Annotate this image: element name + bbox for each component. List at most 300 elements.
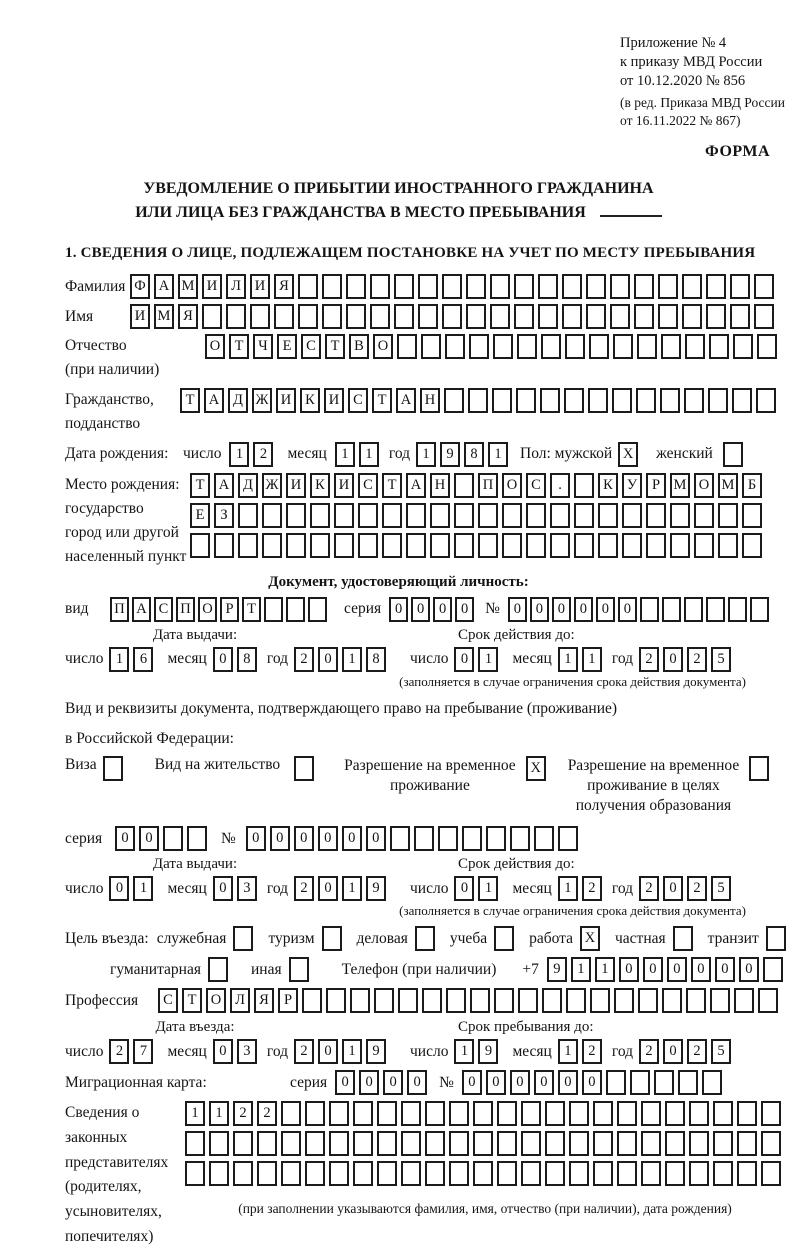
char-cell[interactable]: 0 bbox=[407, 1070, 427, 1095]
char-cell[interactable] bbox=[281, 1161, 301, 1186]
char-cell[interactable]: 0 bbox=[663, 647, 683, 672]
char-cell[interactable] bbox=[322, 304, 342, 329]
char-cell[interactable] bbox=[414, 826, 434, 851]
char-cell[interactable]: 9 bbox=[547, 957, 567, 982]
char-cell[interactable]: Е bbox=[277, 334, 297, 359]
char-cell[interactable] bbox=[209, 1131, 229, 1156]
char-cell[interactable]: И bbox=[334, 473, 354, 498]
char-cell[interactable]: 2 bbox=[294, 1039, 314, 1064]
char-cell[interactable] bbox=[390, 826, 410, 851]
purpose-sluzhebnaya-checkbox[interactable] bbox=[233, 926, 257, 951]
char-cell[interactable]: М bbox=[178, 274, 198, 299]
char-cell[interactable] bbox=[286, 503, 306, 528]
char-cell[interactable]: 1 bbox=[558, 876, 578, 901]
char-cell[interactable] bbox=[444, 388, 464, 413]
char-cell[interactable] bbox=[401, 1101, 421, 1126]
char-cell[interactable] bbox=[641, 1161, 661, 1186]
char-cell[interactable] bbox=[486, 826, 506, 851]
char-cell[interactable]: 0 bbox=[213, 1039, 233, 1064]
char-cell[interactable]: X bbox=[618, 442, 638, 467]
char-cell[interactable]: А bbox=[406, 473, 426, 498]
char-cell[interactable]: 1 bbox=[342, 647, 362, 672]
char-cell[interactable] bbox=[709, 334, 729, 359]
char-cell[interactable]: Р bbox=[278, 988, 298, 1013]
char-cell[interactable]: 0 bbox=[454, 876, 474, 901]
given-name-input[interactable] bbox=[130, 304, 778, 329]
char-cell[interactable] bbox=[593, 1101, 613, 1126]
char-cell[interactable] bbox=[713, 1131, 733, 1156]
char-cell[interactable] bbox=[418, 274, 438, 299]
purpose-chastnaya-checkbox[interactable] bbox=[673, 926, 697, 951]
char-cell[interactable] bbox=[238, 533, 258, 558]
char-cell[interactable]: . bbox=[550, 473, 570, 498]
char-cell[interactable] bbox=[334, 503, 354, 528]
char-cell[interactable] bbox=[238, 503, 258, 528]
char-cell[interactable] bbox=[541, 334, 561, 359]
char-cell[interactable] bbox=[185, 1131, 205, 1156]
stay-number-input[interactable] bbox=[246, 826, 582, 851]
char-cell[interactable]: 0 bbox=[318, 647, 338, 672]
char-cell[interactable] bbox=[358, 533, 378, 558]
char-cell[interactable]: 1 bbox=[209, 1101, 229, 1126]
char-cell[interactable] bbox=[298, 274, 318, 299]
char-cell[interactable]: 1 bbox=[478, 876, 498, 901]
char-cell[interactable] bbox=[574, 503, 594, 528]
char-cell[interactable] bbox=[737, 1161, 757, 1186]
char-cell[interactable] bbox=[550, 533, 570, 558]
char-cell[interactable]: О bbox=[502, 473, 522, 498]
char-cell[interactable]: 5 bbox=[711, 647, 731, 672]
char-cell[interactable] bbox=[382, 533, 402, 558]
char-cell[interactable]: 0 bbox=[508, 597, 527, 622]
char-cell[interactable] bbox=[334, 533, 354, 558]
char-cell[interactable]: М bbox=[670, 473, 690, 498]
char-cell[interactable] bbox=[442, 274, 462, 299]
char-cell[interactable]: 1 bbox=[558, 1039, 578, 1064]
char-cell[interactable] bbox=[401, 1161, 421, 1186]
char-cell[interactable] bbox=[274, 304, 294, 329]
doc-number-input[interactable] bbox=[508, 597, 772, 622]
char-cell[interactable] bbox=[706, 274, 726, 299]
surname-input[interactable] bbox=[130, 274, 778, 299]
char-cell[interactable]: 0 bbox=[433, 597, 452, 622]
doc-seriya-input[interactable] bbox=[389, 597, 477, 622]
purpose-turizm-checkbox[interactable] bbox=[322, 926, 346, 951]
char-cell[interactable] bbox=[370, 304, 390, 329]
char-cell[interactable]: 9 bbox=[366, 1039, 386, 1064]
char-cell[interactable] bbox=[634, 274, 654, 299]
char-cell[interactable] bbox=[684, 388, 704, 413]
char-cell[interactable] bbox=[646, 533, 666, 558]
stay-until-month-input[interactable] bbox=[558, 1039, 606, 1064]
char-cell[interactable]: 2 bbox=[257, 1101, 277, 1126]
char-cell[interactable]: 3 bbox=[237, 876, 257, 901]
char-cell[interactable] bbox=[761, 1131, 781, 1156]
char-cell[interactable] bbox=[353, 1131, 373, 1156]
char-cell[interactable]: И bbox=[202, 274, 222, 299]
entry-year-input[interactable] bbox=[294, 1039, 390, 1064]
char-cell[interactable]: 1 bbox=[454, 1039, 474, 1064]
char-cell[interactable] bbox=[425, 1101, 445, 1126]
doc-issue-month-input[interactable] bbox=[213, 647, 261, 672]
char-cell[interactable] bbox=[305, 1161, 325, 1186]
char-cell[interactable]: 0 bbox=[389, 597, 408, 622]
char-cell[interactable] bbox=[708, 388, 728, 413]
char-cell[interactable] bbox=[281, 1101, 301, 1126]
char-cell[interactable] bbox=[449, 1101, 469, 1126]
char-cell[interactable] bbox=[534, 826, 554, 851]
temp-permit-checkbox[interactable] bbox=[526, 756, 550, 781]
char-cell[interactable] bbox=[446, 988, 466, 1013]
char-cell[interactable] bbox=[214, 533, 234, 558]
char-cell[interactable] bbox=[308, 597, 327, 622]
birth-day-input[interactable] bbox=[229, 442, 277, 467]
char-cell[interactable]: 0 bbox=[455, 597, 474, 622]
char-cell[interactable] bbox=[586, 304, 606, 329]
char-cell[interactable] bbox=[754, 304, 774, 329]
visa-checkbox[interactable] bbox=[103, 756, 127, 781]
char-cell[interactable]: 2 bbox=[253, 442, 273, 467]
citizenship-input[interactable] bbox=[180, 388, 780, 413]
char-cell[interactable] bbox=[610, 304, 630, 329]
purpose-gumanitarnaya-checkbox[interactable] bbox=[208, 957, 232, 982]
char-cell[interactable] bbox=[346, 304, 366, 329]
doc-expiry-day-input[interactable] bbox=[454, 647, 502, 672]
char-cell[interactable] bbox=[226, 304, 246, 329]
char-cell[interactable]: 1 bbox=[359, 442, 379, 467]
char-cell[interactable]: А bbox=[154, 274, 174, 299]
char-cell[interactable] bbox=[377, 1131, 397, 1156]
char-cell[interactable]: А bbox=[214, 473, 234, 498]
char-cell[interactable] bbox=[761, 1161, 781, 1186]
char-cell[interactable]: 1 bbox=[488, 442, 508, 467]
char-cell[interactable]: И bbox=[286, 473, 306, 498]
char-cell[interactable]: 0 bbox=[663, 876, 683, 901]
char-cell[interactable]: 2 bbox=[233, 1101, 253, 1126]
char-cell[interactable] bbox=[466, 274, 486, 299]
char-cell[interactable] bbox=[438, 826, 458, 851]
char-cell[interactable] bbox=[442, 304, 462, 329]
char-cell[interactable] bbox=[454, 503, 474, 528]
stay-expiry-month-input[interactable] bbox=[558, 876, 606, 901]
char-cell[interactable] bbox=[257, 1131, 277, 1156]
char-cell[interactable]: Т bbox=[182, 988, 202, 1013]
entry-month-input[interactable] bbox=[213, 1039, 261, 1064]
char-cell[interactable] bbox=[757, 334, 777, 359]
char-cell[interactable]: А bbox=[396, 388, 416, 413]
char-cell[interactable]: К bbox=[598, 473, 618, 498]
char-cell[interactable]: 0 bbox=[342, 826, 362, 851]
char-cell[interactable] bbox=[185, 1161, 205, 1186]
char-cell[interactable]: Р bbox=[646, 473, 666, 498]
char-cell[interactable] bbox=[706, 597, 725, 622]
residence-permit-checkbox[interactable] bbox=[294, 756, 318, 781]
char-cell[interactable]: 0 bbox=[739, 957, 759, 982]
char-cell[interactable] bbox=[756, 388, 776, 413]
char-cell[interactable] bbox=[478, 503, 498, 528]
char-cell[interactable] bbox=[754, 274, 774, 299]
char-cell[interactable] bbox=[566, 988, 586, 1013]
char-cell[interactable]: 1 bbox=[478, 647, 498, 672]
char-cell[interactable] bbox=[264, 597, 283, 622]
char-cell[interactable] bbox=[742, 533, 762, 558]
char-cell[interactable] bbox=[478, 533, 498, 558]
char-cell[interactable] bbox=[497, 1131, 517, 1156]
char-cell[interactable] bbox=[686, 988, 706, 1013]
char-cell[interactable] bbox=[545, 1161, 565, 1186]
char-cell[interactable]: 1 bbox=[582, 647, 602, 672]
char-cell[interactable] bbox=[502, 503, 522, 528]
char-cell[interactable] bbox=[502, 533, 522, 558]
char-cell[interactable] bbox=[518, 988, 538, 1013]
char-cell[interactable] bbox=[661, 334, 681, 359]
char-cell[interactable]: Я bbox=[178, 304, 198, 329]
char-cell[interactable] bbox=[454, 533, 474, 558]
char-cell[interactable] bbox=[445, 334, 465, 359]
char-cell[interactable]: 0 bbox=[318, 1039, 338, 1064]
char-cell[interactable]: 0 bbox=[582, 1070, 602, 1095]
char-cell[interactable] bbox=[658, 304, 678, 329]
doc-issue-year-input[interactable] bbox=[294, 647, 390, 672]
char-cell[interactable] bbox=[660, 388, 680, 413]
char-cell[interactable]: 9 bbox=[478, 1039, 498, 1064]
char-cell[interactable] bbox=[394, 304, 414, 329]
birth-month-input[interactable] bbox=[335, 442, 383, 467]
char-cell[interactable] bbox=[710, 988, 730, 1013]
char-cell[interactable]: 0 bbox=[454, 647, 474, 672]
char-cell[interactable] bbox=[397, 334, 417, 359]
char-cell[interactable] bbox=[636, 388, 656, 413]
stay-issue-day-input[interactable] bbox=[109, 876, 157, 901]
char-cell[interactable]: О bbox=[694, 473, 714, 498]
char-cell[interactable] bbox=[574, 533, 594, 558]
char-cell[interactable] bbox=[514, 274, 534, 299]
char-cell[interactable] bbox=[732, 388, 752, 413]
char-cell[interactable]: О bbox=[198, 597, 217, 622]
char-cell[interactable]: К bbox=[300, 388, 320, 413]
purpose-inaya-checkbox[interactable] bbox=[289, 957, 313, 982]
char-cell[interactable]: Л bbox=[230, 988, 250, 1013]
char-cell[interactable] bbox=[542, 988, 562, 1013]
char-cell[interactable]: Т bbox=[325, 334, 345, 359]
char-cell[interactable] bbox=[473, 1131, 493, 1156]
char-cell[interactable]: Т bbox=[180, 388, 200, 413]
char-cell[interactable] bbox=[469, 334, 489, 359]
char-cell[interactable]: Т bbox=[190, 473, 210, 498]
char-cell[interactable]: 0 bbox=[335, 1070, 355, 1095]
char-cell[interactable]: 0 bbox=[366, 826, 386, 851]
char-cell[interactable] bbox=[497, 1161, 517, 1186]
char-cell[interactable]: 0 bbox=[318, 826, 338, 851]
char-cell[interactable] bbox=[262, 533, 282, 558]
char-cell[interactable] bbox=[208, 957, 228, 982]
char-cell[interactable] bbox=[310, 503, 330, 528]
char-cell[interactable]: 9 bbox=[366, 876, 386, 901]
char-cell[interactable] bbox=[637, 334, 657, 359]
char-cell[interactable] bbox=[294, 756, 314, 781]
char-cell[interactable]: 0 bbox=[109, 876, 129, 901]
char-cell[interactable]: Я bbox=[254, 988, 274, 1013]
char-cell[interactable]: 0 bbox=[246, 826, 266, 851]
char-cell[interactable] bbox=[588, 388, 608, 413]
char-cell[interactable]: 9 bbox=[440, 442, 460, 467]
char-cell[interactable] bbox=[689, 1131, 709, 1156]
char-cell[interactable]: 2 bbox=[294, 647, 314, 672]
char-cell[interactable]: 8 bbox=[366, 647, 386, 672]
char-cell[interactable] bbox=[430, 503, 450, 528]
purpose-ucheba-checkbox[interactable] bbox=[494, 926, 518, 951]
char-cell[interactable] bbox=[718, 533, 738, 558]
char-cell[interactable] bbox=[689, 1161, 709, 1186]
char-cell[interactable] bbox=[682, 274, 702, 299]
char-cell[interactable] bbox=[449, 1131, 469, 1156]
char-cell[interactable] bbox=[401, 1131, 421, 1156]
char-cell[interactable]: 2 bbox=[687, 876, 707, 901]
char-cell[interactable] bbox=[665, 1131, 685, 1156]
char-cell[interactable] bbox=[377, 1101, 397, 1126]
char-cell[interactable]: Е bbox=[190, 503, 210, 528]
char-cell[interactable]: В bbox=[349, 334, 369, 359]
char-cell[interactable] bbox=[490, 304, 510, 329]
char-cell[interactable]: М bbox=[154, 304, 174, 329]
char-cell[interactable] bbox=[418, 304, 438, 329]
char-cell[interactable]: 0 bbox=[213, 647, 233, 672]
char-cell[interactable]: 0 bbox=[510, 1070, 530, 1095]
char-cell[interactable]: А bbox=[204, 388, 224, 413]
char-cell[interactable] bbox=[678, 1070, 698, 1095]
char-cell[interactable] bbox=[685, 334, 705, 359]
char-cell[interactable] bbox=[449, 1161, 469, 1186]
char-cell[interactable] bbox=[233, 926, 253, 951]
char-cell[interactable] bbox=[322, 274, 342, 299]
doc-expiry-month-input[interactable] bbox=[558, 647, 606, 672]
char-cell[interactable] bbox=[430, 533, 450, 558]
char-cell[interactable]: Я bbox=[274, 274, 294, 299]
char-cell[interactable] bbox=[466, 304, 486, 329]
char-cell[interactable]: 0 bbox=[596, 597, 615, 622]
char-cell[interactable]: X bbox=[580, 926, 600, 951]
char-cell[interactable]: 0 bbox=[552, 597, 571, 622]
char-cell[interactable] bbox=[593, 1161, 613, 1186]
doc-issue-day-input[interactable] bbox=[109, 647, 157, 672]
char-cell[interactable]: С bbox=[301, 334, 321, 359]
char-cell[interactable]: Б bbox=[742, 473, 762, 498]
char-cell[interactable]: 1 bbox=[342, 876, 362, 901]
char-cell[interactable]: М bbox=[718, 473, 738, 498]
char-cell[interactable] bbox=[346, 274, 366, 299]
char-cell[interactable]: З bbox=[214, 503, 234, 528]
char-cell[interactable]: 1 bbox=[595, 957, 615, 982]
char-cell[interactable]: Т bbox=[382, 473, 402, 498]
char-cell[interactable] bbox=[730, 304, 750, 329]
char-cell[interactable] bbox=[606, 1070, 626, 1095]
char-cell[interactable] bbox=[322, 926, 342, 951]
char-cell[interactable]: 0 bbox=[359, 1070, 379, 1095]
char-cell[interactable] bbox=[422, 988, 442, 1013]
char-cell[interactable] bbox=[353, 1101, 373, 1126]
char-cell[interactable] bbox=[382, 503, 402, 528]
char-cell[interactable]: 1 bbox=[416, 442, 436, 467]
char-cell[interactable] bbox=[737, 1101, 757, 1126]
char-cell[interactable]: Т bbox=[372, 388, 392, 413]
edu-permit-checkbox[interactable] bbox=[749, 756, 773, 781]
char-cell[interactable] bbox=[492, 388, 512, 413]
char-cell[interactable] bbox=[670, 533, 690, 558]
char-cell[interactable]: П bbox=[110, 597, 129, 622]
char-cell[interactable]: 2 bbox=[639, 647, 659, 672]
char-cell[interactable] bbox=[329, 1161, 349, 1186]
char-cell[interactable]: 0 bbox=[383, 1070, 403, 1095]
char-cell[interactable]: 0 bbox=[462, 1070, 482, 1095]
char-cell[interactable] bbox=[713, 1161, 733, 1186]
char-cell[interactable]: 1 bbox=[558, 647, 578, 672]
char-cell[interactable] bbox=[425, 1131, 445, 1156]
char-cell[interactable]: 8 bbox=[237, 647, 257, 672]
char-cell[interactable] bbox=[673, 926, 693, 951]
char-cell[interactable] bbox=[370, 274, 390, 299]
char-cell[interactable] bbox=[589, 334, 609, 359]
char-cell[interactable] bbox=[473, 1161, 493, 1186]
char-cell[interactable]: У bbox=[622, 473, 642, 498]
char-cell[interactable] bbox=[350, 988, 370, 1013]
migration-number-input[interactable] bbox=[462, 1070, 726, 1095]
legal-reps-row3-input[interactable] bbox=[185, 1161, 785, 1186]
char-cell[interactable] bbox=[421, 334, 441, 359]
char-cell[interactable] bbox=[634, 304, 654, 329]
char-cell[interactable] bbox=[550, 503, 570, 528]
birthplace-row3-input[interactable] bbox=[190, 533, 766, 558]
char-cell[interactable] bbox=[733, 334, 753, 359]
char-cell[interactable] bbox=[574, 473, 594, 498]
char-cell[interactable] bbox=[758, 988, 778, 1013]
char-cell[interactable]: 1 bbox=[571, 957, 591, 982]
patronymic-input[interactable] bbox=[205, 334, 781, 359]
char-cell[interactable]: 0 bbox=[574, 597, 593, 622]
char-cell[interactable]: 2 bbox=[639, 876, 659, 901]
char-cell[interactable] bbox=[398, 988, 418, 1013]
char-cell[interactable]: Ж bbox=[252, 388, 272, 413]
char-cell[interactable] bbox=[374, 988, 394, 1013]
char-cell[interactable] bbox=[598, 533, 618, 558]
char-cell[interactable] bbox=[329, 1101, 349, 1126]
char-cell[interactable]: 0 bbox=[619, 957, 639, 982]
purpose-delovaya-checkbox[interactable] bbox=[415, 926, 439, 951]
char-cell[interactable] bbox=[749, 756, 769, 781]
char-cell[interactable] bbox=[187, 826, 207, 851]
char-cell[interactable] bbox=[394, 274, 414, 299]
phone-input[interactable] bbox=[547, 957, 787, 982]
char-cell[interactable]: 1 bbox=[109, 647, 129, 672]
char-cell[interactable] bbox=[622, 503, 642, 528]
char-cell[interactable] bbox=[516, 388, 536, 413]
char-cell[interactable] bbox=[641, 1131, 661, 1156]
char-cell[interactable] bbox=[617, 1101, 637, 1126]
char-cell[interactable] bbox=[538, 274, 558, 299]
char-cell[interactable] bbox=[706, 304, 726, 329]
char-cell[interactable]: 1 bbox=[229, 442, 249, 467]
char-cell[interactable] bbox=[473, 1101, 493, 1126]
char-cell[interactable] bbox=[658, 274, 678, 299]
char-cell[interactable] bbox=[377, 1161, 397, 1186]
char-cell[interactable] bbox=[558, 826, 578, 851]
char-cell[interactable] bbox=[702, 1070, 722, 1095]
profession-input[interactable] bbox=[158, 988, 782, 1013]
char-cell[interactable] bbox=[521, 1131, 541, 1156]
char-cell[interactable]: 3 bbox=[237, 1039, 257, 1064]
char-cell[interactable] bbox=[728, 597, 747, 622]
char-cell[interactable]: 0 bbox=[715, 957, 735, 982]
char-cell[interactable] bbox=[569, 1131, 589, 1156]
